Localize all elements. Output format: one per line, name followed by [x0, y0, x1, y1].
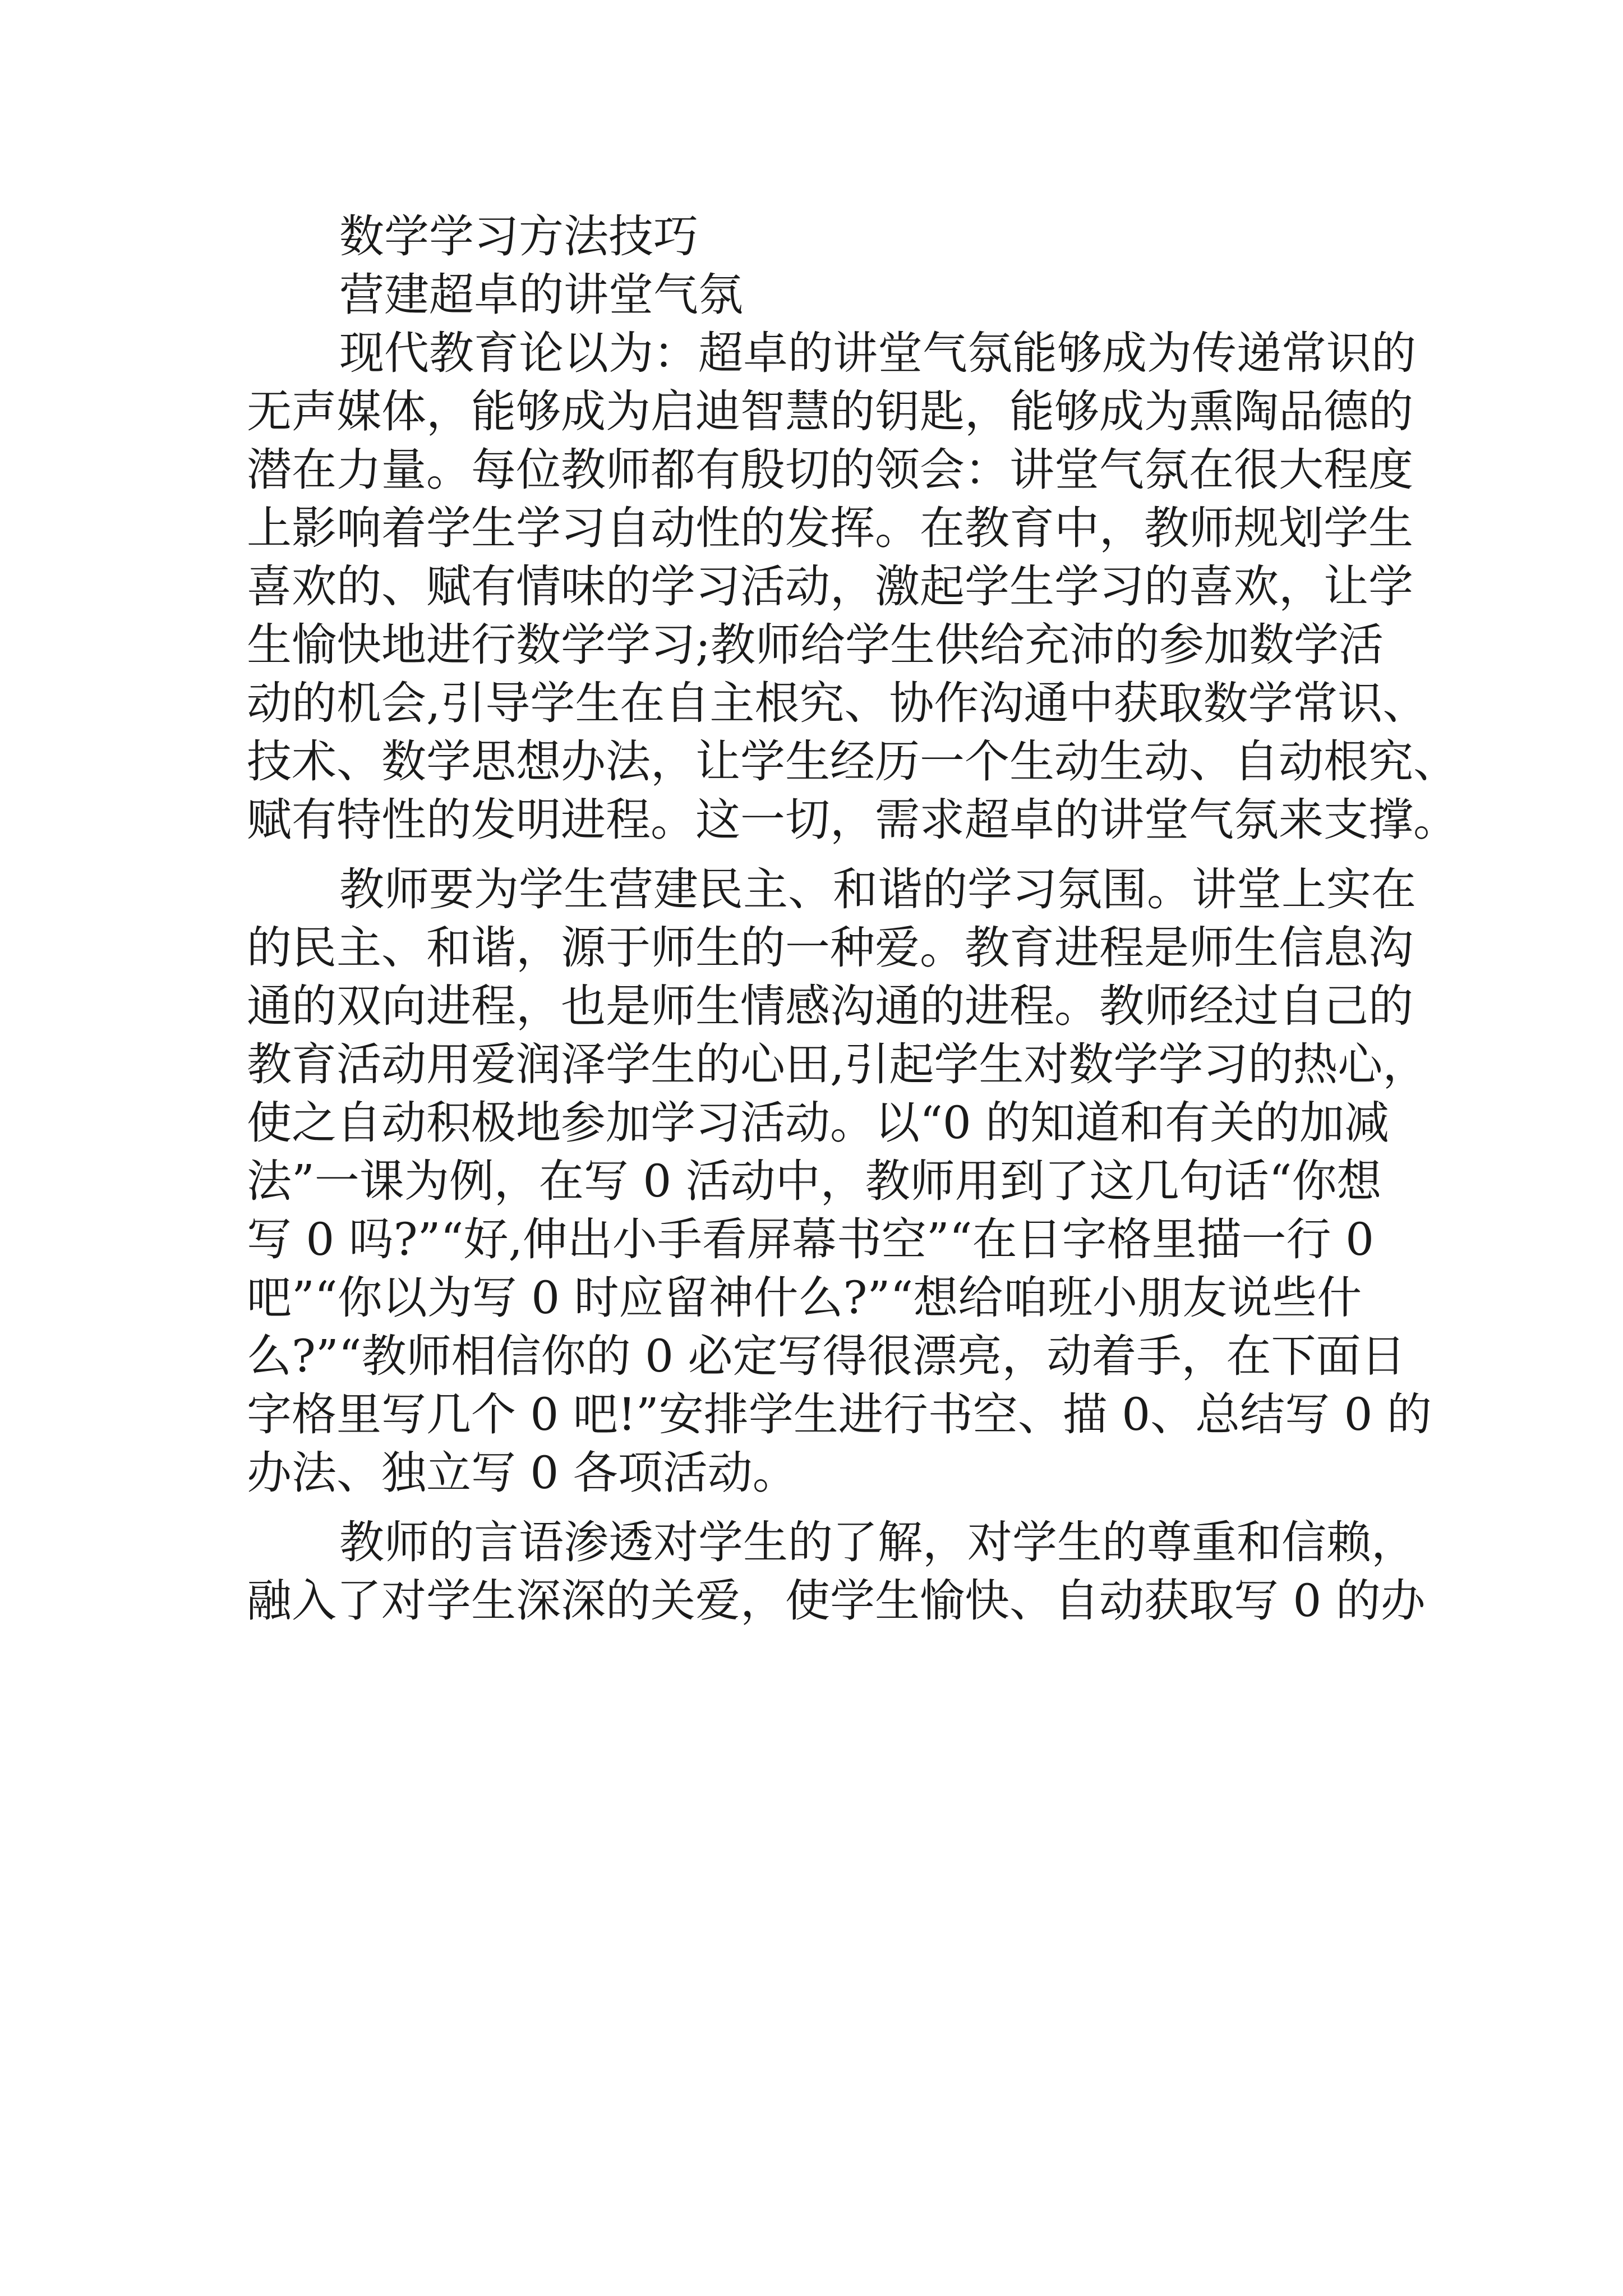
paragraph-line: 现代教育论以为：超卓的讲堂气氛能够成为传递常识的 [339, 327, 1416, 379]
paragraph-line: 吧”“你以为写 0 时应留神什么?”“想给咱班小朋友说些什 [247, 1272, 1362, 1324]
paragraph-line: 赋有特性的发明进程。这一切，需求超卓的讲堂气氛来支撑。 [247, 794, 1458, 846]
paragraph-line: 法”一课为例，在写 0 活动中，教师用到了这几句话“你想 [247, 1155, 1382, 1207]
paragraph-1 [247, 324, 1458, 849]
paragraph-line: 的民主、和谐，源于师生的一种爱。教育进程是师生信息沟 [247, 922, 1413, 974]
paragraph-line: 融入了对学生深深的关爱，使学生愉快、自动获取写 0 的办 [247, 1575, 1426, 1627]
paragraph-line: 么?”“教师相信你的 0 必定写得很漂亮，动着手，在下面日 [247, 1330, 1406, 1382]
paragraph-line: 喜欢的、赋有情味的学习活动，激起学生学习的喜欢，让学 [247, 560, 1413, 613]
paragraph-line: 动的机会,引导学生在自主根究、协作沟通中获取数学常识、 [247, 677, 1428, 729]
paragraph-line: 上影响着学生学习自动性的发挥。在教育中，教师规划学生 [247, 502, 1413, 554]
document-body [247, 208, 1458, 1630]
paragraph-2 [247, 861, 1432, 1502]
section-heading: 营建超卓的讲堂气氛 [339, 269, 743, 321]
paragraph-line: 教育活动用爱润泽学生的心田,引起学生对数学学习的热心， [247, 1038, 1428, 1091]
paragraph-3 [247, 1513, 1426, 1630]
paragraph-line: 教师要为学生营建民主、和谐的学习氛围。讲堂上实在 [339, 863, 1416, 915]
paragraph-line: 写 0 吗?”“好,伸出小手看屏幕书空”“在日字格里描一行 0 [247, 1213, 1374, 1266]
document-title: 数学学习方法技巧 [339, 210, 698, 263]
paragraph-line: 潜在力量。每位教师都有殷切的领会：讲堂气氛在很大程度 [247, 444, 1413, 496]
paragraph-line: 技术、数学思想办法，让学生经历一个生动生动、自动根究、 [247, 735, 1458, 788]
paragraph-line: 教师的言语渗透对学生的了解，对学生的尊重和信赖， [339, 1516, 1416, 1568]
paragraph-line: 办法、独立写 0 各项活动。 [247, 1447, 797, 1499]
paragraph-line: 无声媒体，能够成为启迪智慧的钥匙，能够成为熏陶品德的 [247, 385, 1413, 438]
paragraph-line: 通的双向进程，也是师生情感沟通的进程。教师经过自己的 [247, 980, 1413, 1032]
paragraph-line: 字格里写几个 0 吧!”安排学生进行书空、描 0、总结写 0 的 [247, 1388, 1432, 1441]
paragraph-line: 生愉快地进行数学学习;教师给学生供给充沛的参加数学活 [247, 619, 1384, 671]
paragraph-line: 使之自动积极地参加学习活动。以“0 的知道和有关的加减 [247, 1097, 1390, 1149]
